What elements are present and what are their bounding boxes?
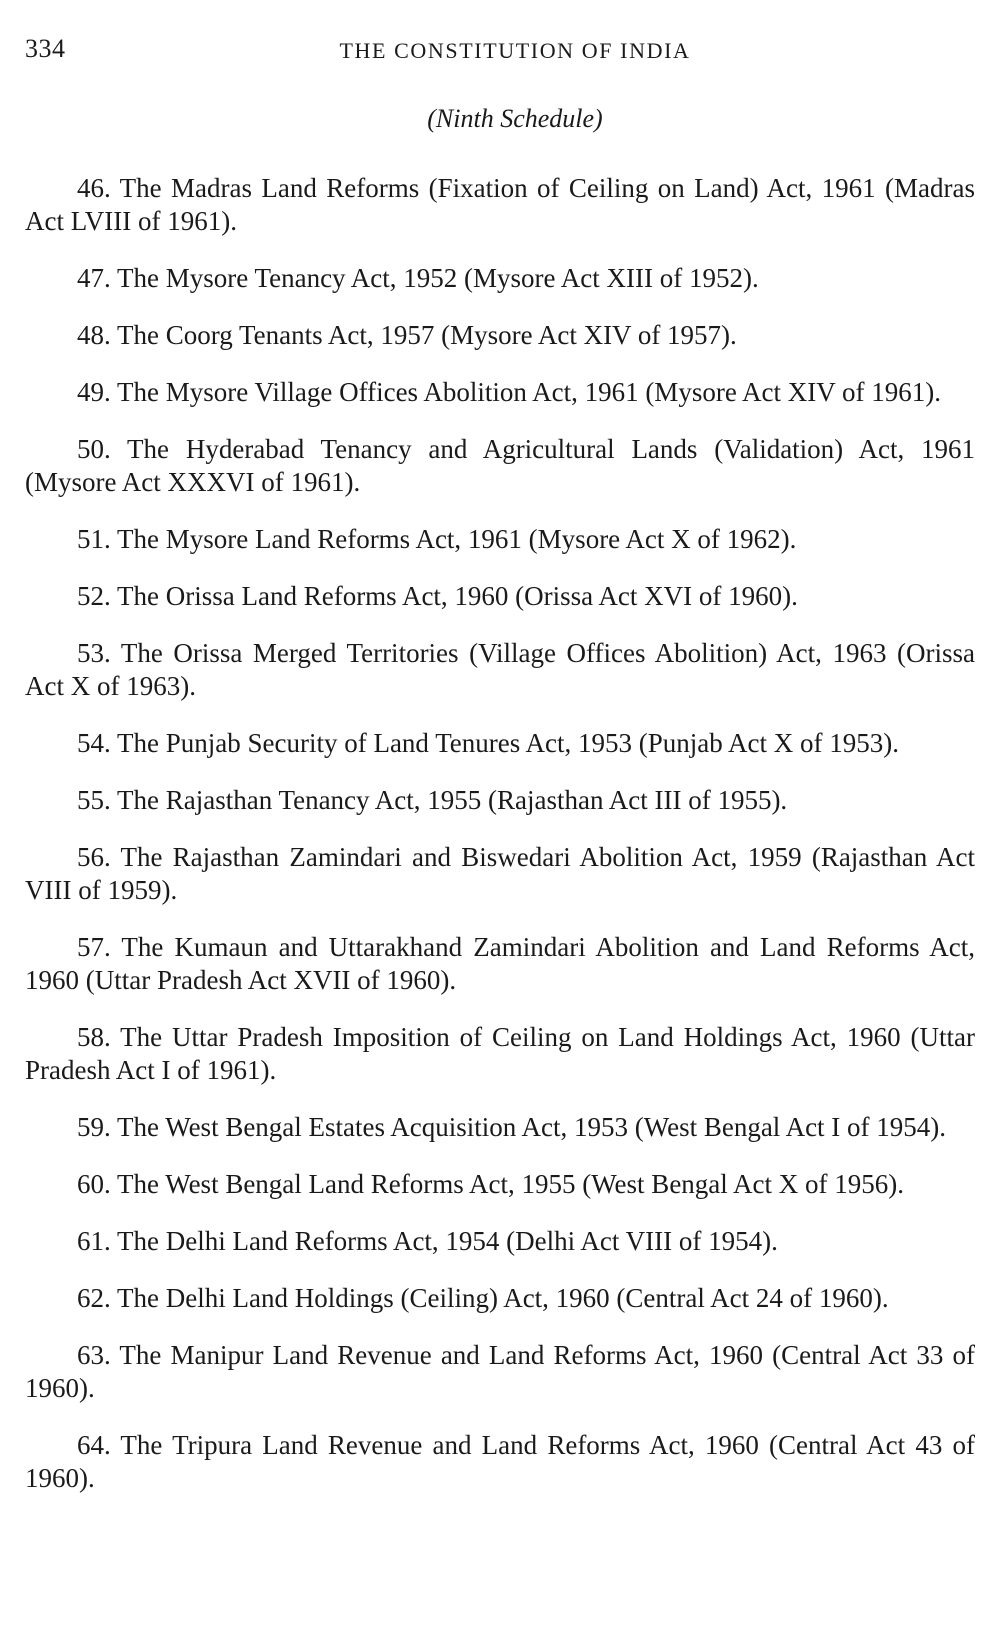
section-label: (Ninth Schedule) xyxy=(427,104,603,133)
entries-list xyxy=(25,172,975,1495)
list-item: 63. The Manipur Land Revenue and Land Reforms Act, 1960 (Central Act 33 of 1960). xyxy=(25,1340,975,1403)
list-item: 46. The Madras Land Reforms (Fixation of Ceiling on Land) Act, 1961 (Madras Act LVIII of 1961). xyxy=(25,173,975,236)
list-item: 50. The Hyderabad Tenancy and Agricultural Lands (Validation) Act, 1961 (Mysore Act XXXVI of 1961). xyxy=(25,434,975,497)
list-item: 59. The West Bengal Estates Acquisition Act, 1953 (West Bengal Act I of 1954). xyxy=(77,1112,947,1142)
list-item: 49. The Mysore Village Offices Abolition Act, 1961 (Mysore Act XIV of 1961). xyxy=(77,377,942,407)
list-item: 47. The Mysore Tenancy Act, 1952 (Mysore Act XIII of 1952). xyxy=(77,263,759,293)
list-item: 55. The Rajasthan Tenancy Act, 1955 (Rajasthan Act III of 1955). xyxy=(77,785,788,815)
list-item: 62. The Delhi Land Holdings (Ceiling) Act, 1960 (Central Act 24 of 1960). xyxy=(77,1283,889,1313)
running-title: THE CONSTITUTION OF INDIA xyxy=(339,38,691,63)
list-item: 61. The Delhi Land Reforms Act, 1954 (Delhi Act VIII of 1954). xyxy=(77,1226,778,1256)
list-item: 53. The Orissa Merged Territories (Village Offices Abolition) Act, 1963 (Orissa Act X of 1963). xyxy=(25,638,975,701)
page-header xyxy=(25,0,975,63)
list-item: 48. The Coorg Tenants Act, 1957 (Mysore Act XIV of 1957). xyxy=(77,320,737,350)
list-item: 58. The Uttar Pradesh Imposition of Ceiling on Land Holdings Act, 1960 (Uttar Pradesh Act I of 1961). xyxy=(25,1022,975,1085)
page-number: 334 xyxy=(25,34,66,63)
list-item: 51. The Mysore Land Reforms Act, 1961 (Mysore Act X of 1962). xyxy=(77,524,797,554)
document-page xyxy=(25,0,975,1650)
list-item: 64. The Tripura Land Revenue and Land Reforms Act, 1960 (Central Act 43 of 1960). xyxy=(25,1430,975,1493)
list-item: 52. The Orissa Land Reforms Act, 1960 (Orissa Act XVI of 1960). xyxy=(77,581,798,611)
list-item: 56. The Rajasthan Zamindari and Biswedari Abolition Act, 1959 (Rajasthan Act VIII of 1959). xyxy=(25,842,975,905)
list-item: 54. The Punjab Security of Land Tenures Act, 1953 (Punjab Act X of 1953). xyxy=(77,728,899,758)
list-item: 57. The Kumaun and Uttarakhand Zamindari Abolition and Land Reforms Act, 1960 (Uttar Pradesh Act XVII of 1960). xyxy=(25,932,975,995)
list-item: 60. The West Bengal Land Reforms Act, 1955 (West Bengal Act X of 1956). xyxy=(77,1169,905,1199)
